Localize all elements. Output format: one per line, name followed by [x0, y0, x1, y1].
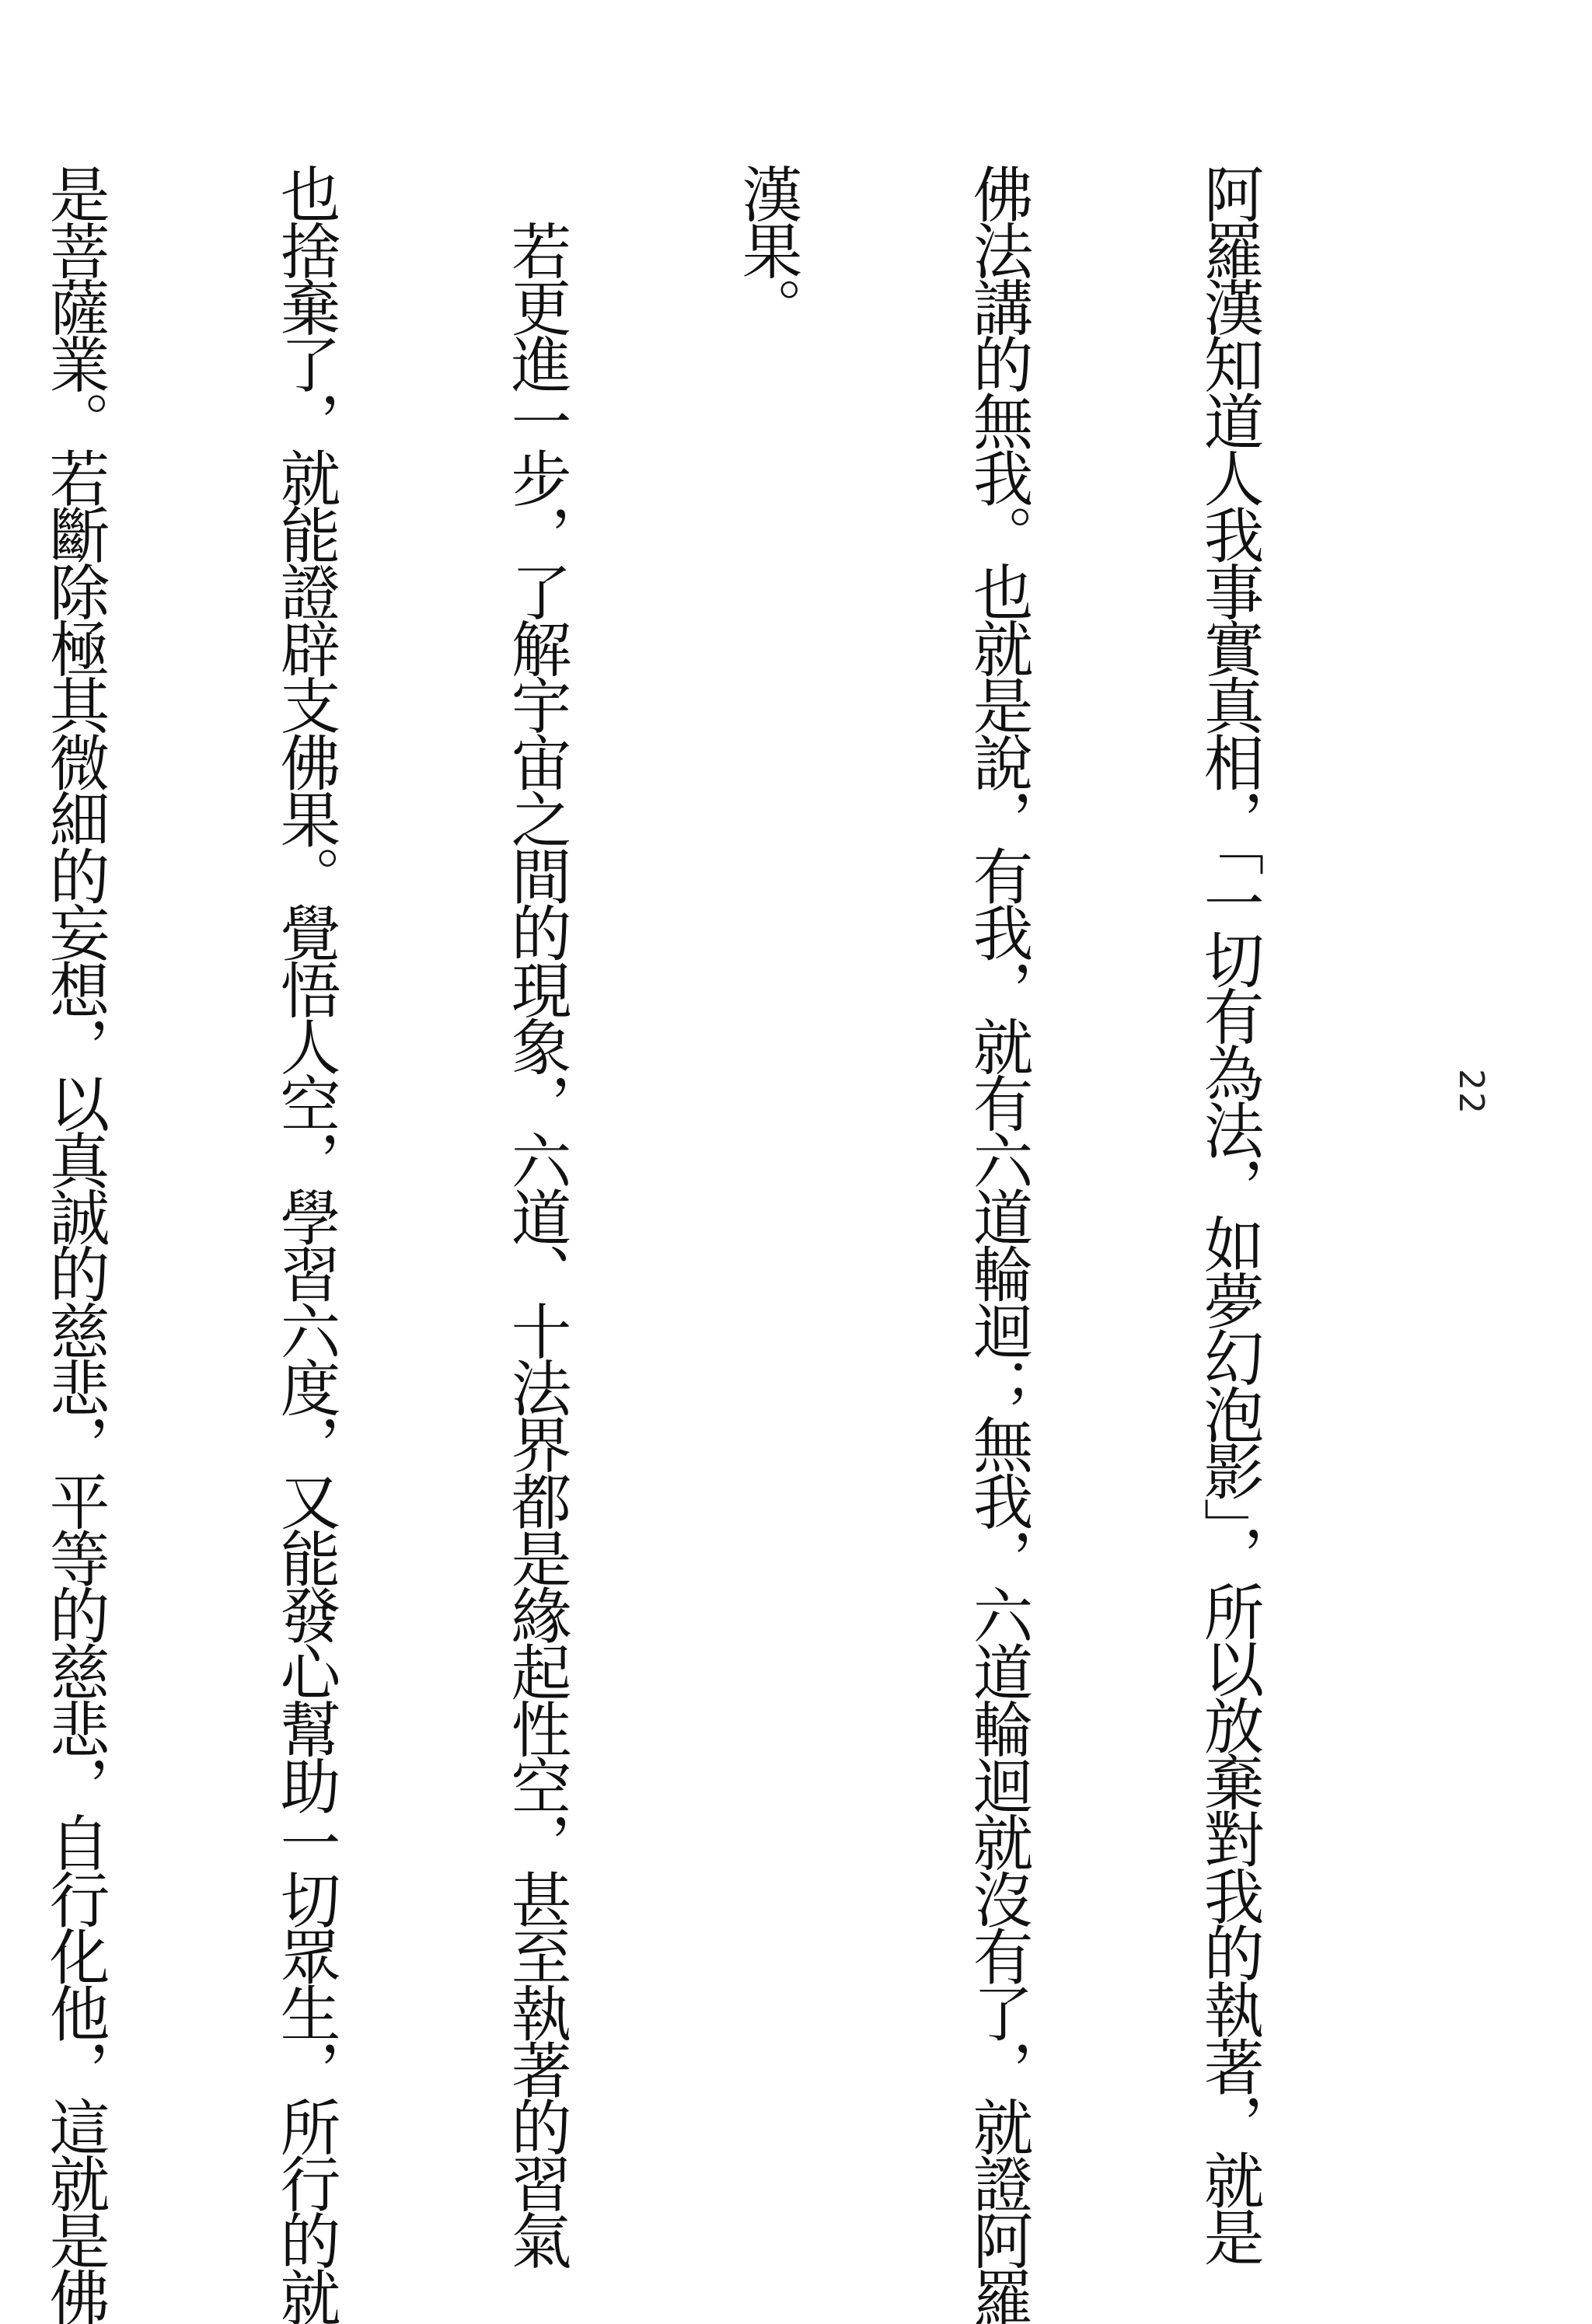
- text-column-6: 是菩薩業。若斷除極其微細的妄想，以真誠的慈悲，平等的慈悲，自行化他，這就是佛: [40, 163, 110, 2324]
- text-column-2: 佛法講的無我。也就是說，有我，就有六道輪迴；無我，六道輪迴就沒有了，就證阿羅: [963, 163, 1033, 2324]
- text-column-1: 阿羅漢知道人我事實真相，「一切有為法，如夢幻泡影」，所以放棄對我的執著，就是: [1194, 163, 1264, 2264]
- text-column-4: 若更進一步，了解宇宙之間的現象，六道、十法界都是緣起性空，甚至執著的習氣: [501, 163, 571, 2267]
- text-column-5: 也捨棄了，就能證辟支佛果。覺悟人空，學習六度，又能發心幫助一切眾生，所行的就: [271, 163, 340, 2324]
- body-text: [0, 163, 1421, 2324]
- page-number: 22: [1451, 1069, 1491, 1115]
- text-column-3: 漢果。: [732, 163, 802, 334]
